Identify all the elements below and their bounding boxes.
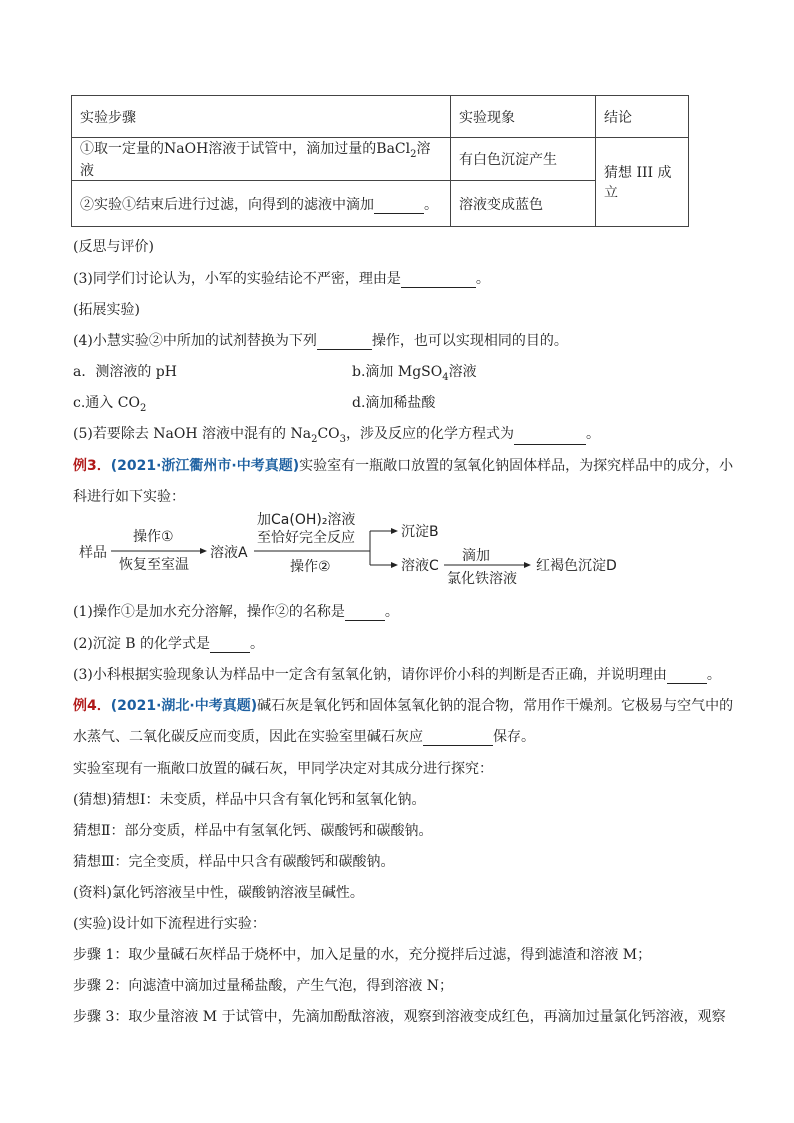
answer-blank[interactable]: [210, 638, 250, 653]
flow-solution-c: 溶液C: [401, 558, 439, 574]
option-c: c.通入 $CO_2$: [73, 395, 147, 414]
example3-q1: (1)操作①是加水充分溶解，操作②的名称是 。: [73, 604, 399, 620]
option-d: d.滴加稀盐酸: [352, 395, 436, 411]
experiment-line: (实验)设计如下流程进行实验：: [73, 916, 266, 932]
example-number: 例3．: [73, 458, 111, 474]
step-1: 步骤 1：取少量碱石灰样品于烧杯中，加入足量的水，充分搅拌后过滤，得到滤渣和溶液 M；: [73, 947, 652, 963]
step-3: 步骤 3：取少量溶液 M 于试管中，先滴加酚酞溶液，观察到溶液变成红色，再滴加过量氯化钙溶液，观察: [73, 1009, 726, 1025]
flow-sample: 样品: [79, 545, 107, 561]
step-2: 步骤 2：向滤渣中滴加过量稀盐酸，产生气泡，得到溶液 N；: [73, 978, 454, 994]
example3-line1: 例3．(2021·浙江衢州市·中考真题)实验室有一瓶敞口放置的氢氧化钠固体样品，为探究样品中的成分，小: [73, 458, 734, 474]
example3-q3: (3)小科根据实验现象认为样品中一定含有氢氧化钠，请你评价小科的判断是否正确，并说明理由 。: [73, 667, 721, 683]
flow-arrowhead: [391, 528, 398, 534]
table-header-phenomenon: 实验现象: [451, 96, 596, 138]
guess-3: 猜想Ⅲ：完全变质，样品中只含有碳酸钙和碳酸钠。: [73, 854, 395, 870]
option-a: a．测溶液的 pH: [73, 364, 177, 380]
flow-drip: 滴加: [462, 548, 490, 564]
info-line: (资料)氯化钙溶液呈中性，碳酸钠溶液呈碱性。: [73, 885, 364, 901]
example4-line2: 水蒸气、二氧化碳反应而变质，因此在实验室里碱石灰应 保存。: [73, 729, 535, 745]
flow-arrowhead: [391, 562, 398, 568]
flow-add-line1: 加Ca(OH)₂溶液: [257, 512, 356, 528]
example4-line3: 实验室现有一瓶敞口放置的碱石灰，甲同学决定对其成分进行探究：: [73, 761, 493, 777]
table-row1-phenomenon: 有白色沉淀产生: [451, 138, 596, 181]
table-row1-step: ①取一定量的NaOH溶液于试管中，滴加过量的BaCl$_2$溶液: [72, 138, 451, 181]
flow-arrowhead: [524, 562, 531, 568]
question-4: (4)小慧实验②中所加的试剂替换为下列 操作，也可以实现相同的目的。: [73, 333, 568, 349]
flow-op1: 操作①: [133, 529, 174, 545]
flow-fecl3: 氯化铁溶液: [447, 571, 517, 587]
question-5: (5)若要除去 NaOH 溶液中混有的 $Na_2CO_3$，涉及反应的化学方程式为 。: [73, 426, 601, 445]
flow-add-line2: 至恰好完全反应: [257, 530, 355, 546]
flow-precip-d: 红褐色沉淀D: [536, 558, 617, 574]
answer-blank[interactable]: [667, 669, 707, 684]
table-row2-phenomenon: 溶液变成蓝色: [451, 181, 596, 227]
table-conclusion: 猜想 III 成立: [596, 138, 689, 227]
option-b: b.滴加 MgSO$_4$溶液: [352, 364, 477, 383]
example3-q2: (2)沉淀 B 的化学式是 。: [73, 636, 265, 652]
flow-solution-a: 溶液A: [210, 545, 248, 561]
example4-line1: 例4．(2021·湖北·中考真题)碱石灰是氧化钙和固体氢氧化钠的混合物，常用作干燥剂。它极易与空气中的: [73, 698, 734, 714]
example-number: 例4．: [73, 698, 111, 714]
extension-heading: (拓展实验): [73, 302, 140, 318]
flow-op1-below: 恢复至室温: [119, 557, 189, 573]
flow-op2: 操作②: [290, 559, 331, 575]
flow-precip-b: 沉淀B: [401, 524, 439, 540]
table-row2-step: ②实验①结束后进行过滤，向得到的滤液中滴加 。: [72, 181, 451, 227]
guess-1: (猜想)猜想Ⅰ：未变质，样品中只含有氧化钙和氢氧化钠。: [73, 792, 426, 808]
flow-arrowhead: [200, 548, 207, 554]
answer-blank[interactable]: [423, 731, 493, 746]
table-header-step: 实验步骤: [72, 96, 451, 138]
question-3: (3)同学们讨论认为，小军的实验结论不严密，理由是 。: [73, 271, 490, 287]
example3-line2: 科进行如下实验：: [73, 489, 185, 505]
table-header-conclusion: 结论: [596, 96, 689, 138]
example-source: (2021·浙江衢州市·中考真题): [110, 458, 300, 474]
example-source: (2021·湖北·中考真题): [110, 698, 258, 714]
answer-blank[interactable]: [345, 606, 385, 621]
reflection-heading: (反思与评价): [73, 239, 154, 255]
guess-2: 猜想Ⅱ：部分变质，样品中有氢氧化钙、碳酸钙和碳酸钠。: [73, 823, 433, 839]
